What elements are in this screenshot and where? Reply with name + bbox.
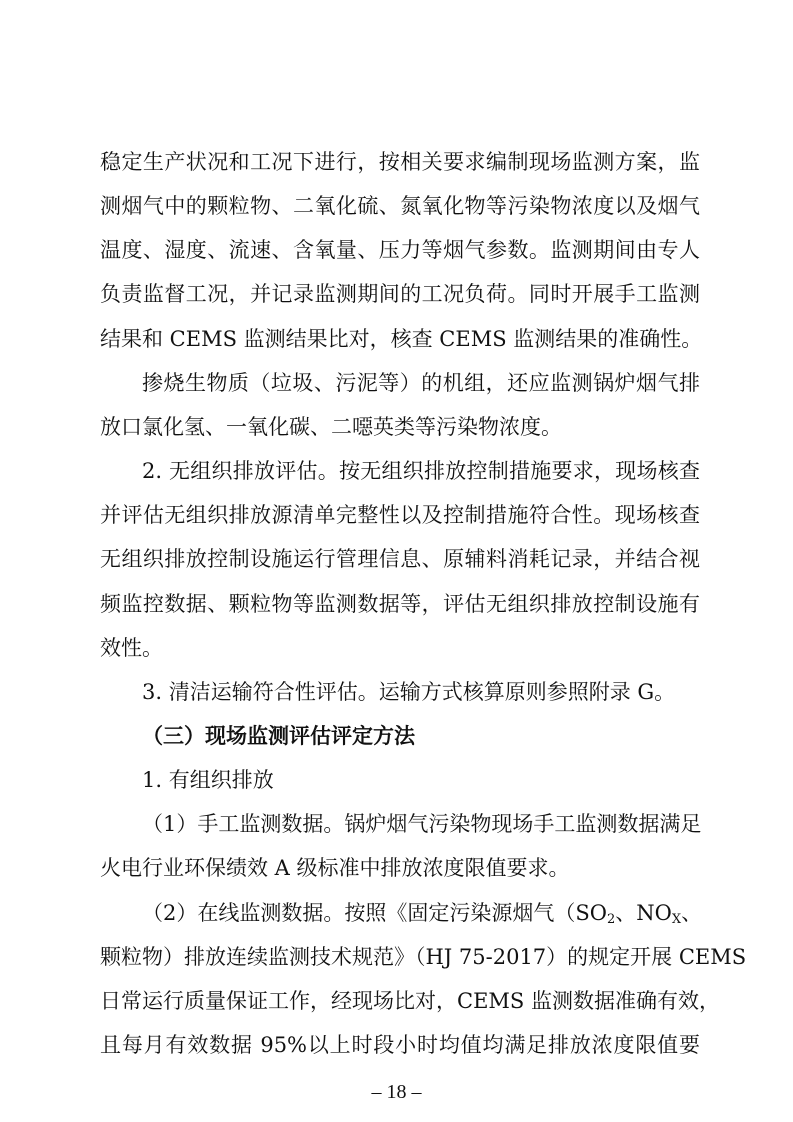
paragraph-line: 日常运行质量保证工作，经现场比对，CEMS 监测数据准确有效， — [100, 989, 720, 1013]
paragraph-line: 稳定生产状况和工况下进行，按相关要求编制现场监测方案，监 — [100, 150, 700, 174]
paragraph-line: 温度、湿度、流速、含氧量、压力等烟气参数。监测期间由专人 — [100, 238, 700, 262]
paragraph-line: 负责监督工况，并记录监测期间的工况负荷。同时开展手工监测 — [100, 282, 700, 306]
paragraph-line: 频监控数据、颗粒物等监测数据等，评估无组织排放控制设施有 — [100, 592, 700, 616]
paragraph-line: 效性。 — [100, 636, 163, 660]
paragraph-line: 测烟气中的颗粒物、二氧化硫、氮氧化物等污染物浓度以及烟气 — [100, 194, 700, 218]
paragraph-line: 2. 无组织排放评估。按无组织排放控制措施要求，现场核查 — [142, 459, 700, 483]
paragraph-line: 颗粒物）排放连续监测技术规范》（HJ 75-2017）的规定开展 CEMS — [100, 945, 747, 969]
paragraph-line — [142, 898, 703, 928]
paragraph-line: （1）手工监测数据。锅炉烟气污染物现场手工监测数据满足 — [142, 812, 702, 836]
paragraph-line: 掺烧生物质（垃圾、污泥等）的机组，还应监测锅炉烟气排 — [142, 371, 700, 395]
section-heading: （三）现场监测评估评定方法 — [142, 724, 415, 748]
paragraph-line: 放口氯化氢、一氧化碳、二噁英类等污染物浓度。 — [100, 415, 562, 439]
paragraph-line: 火电行业环保绩效 A 级标准中排放浓度限值要求。 — [100, 856, 570, 880]
paragraph-line: 结果和 CEMS 监测结果比对，核查 CEMS 监测结果的准确性。 — [100, 327, 703, 351]
page-number: – 18 – — [371, 1081, 422, 1103]
subsection-heading: 1. 有组织排放 — [142, 768, 274, 792]
line-text: 、 — [681, 901, 703, 925]
subscript: 2 — [606, 912, 616, 927]
paragraph-line: 无组织排放控制设施运行管理信息、原辅料消耗记录，并结合视 — [100, 547, 700, 571]
subscript: X — [671, 912, 682, 927]
paragraph-line: 且每月有效数据 95%以上时段小时均值均满足排放浓度限值要 — [100, 1033, 700, 1057]
paragraph-line: 3. 清洁运输符合性评估。运输方式核算原则参照附录 G。 — [142, 680, 676, 704]
line-text: （2）在线监测数据。按照《固定污染源烟气（SO — [142, 901, 607, 925]
paragraph-line: 并评估无组织排放源清单完整性以及控制措施符合性。现场核查 — [100, 503, 700, 527]
line-text: 、NO — [615, 901, 672, 925]
